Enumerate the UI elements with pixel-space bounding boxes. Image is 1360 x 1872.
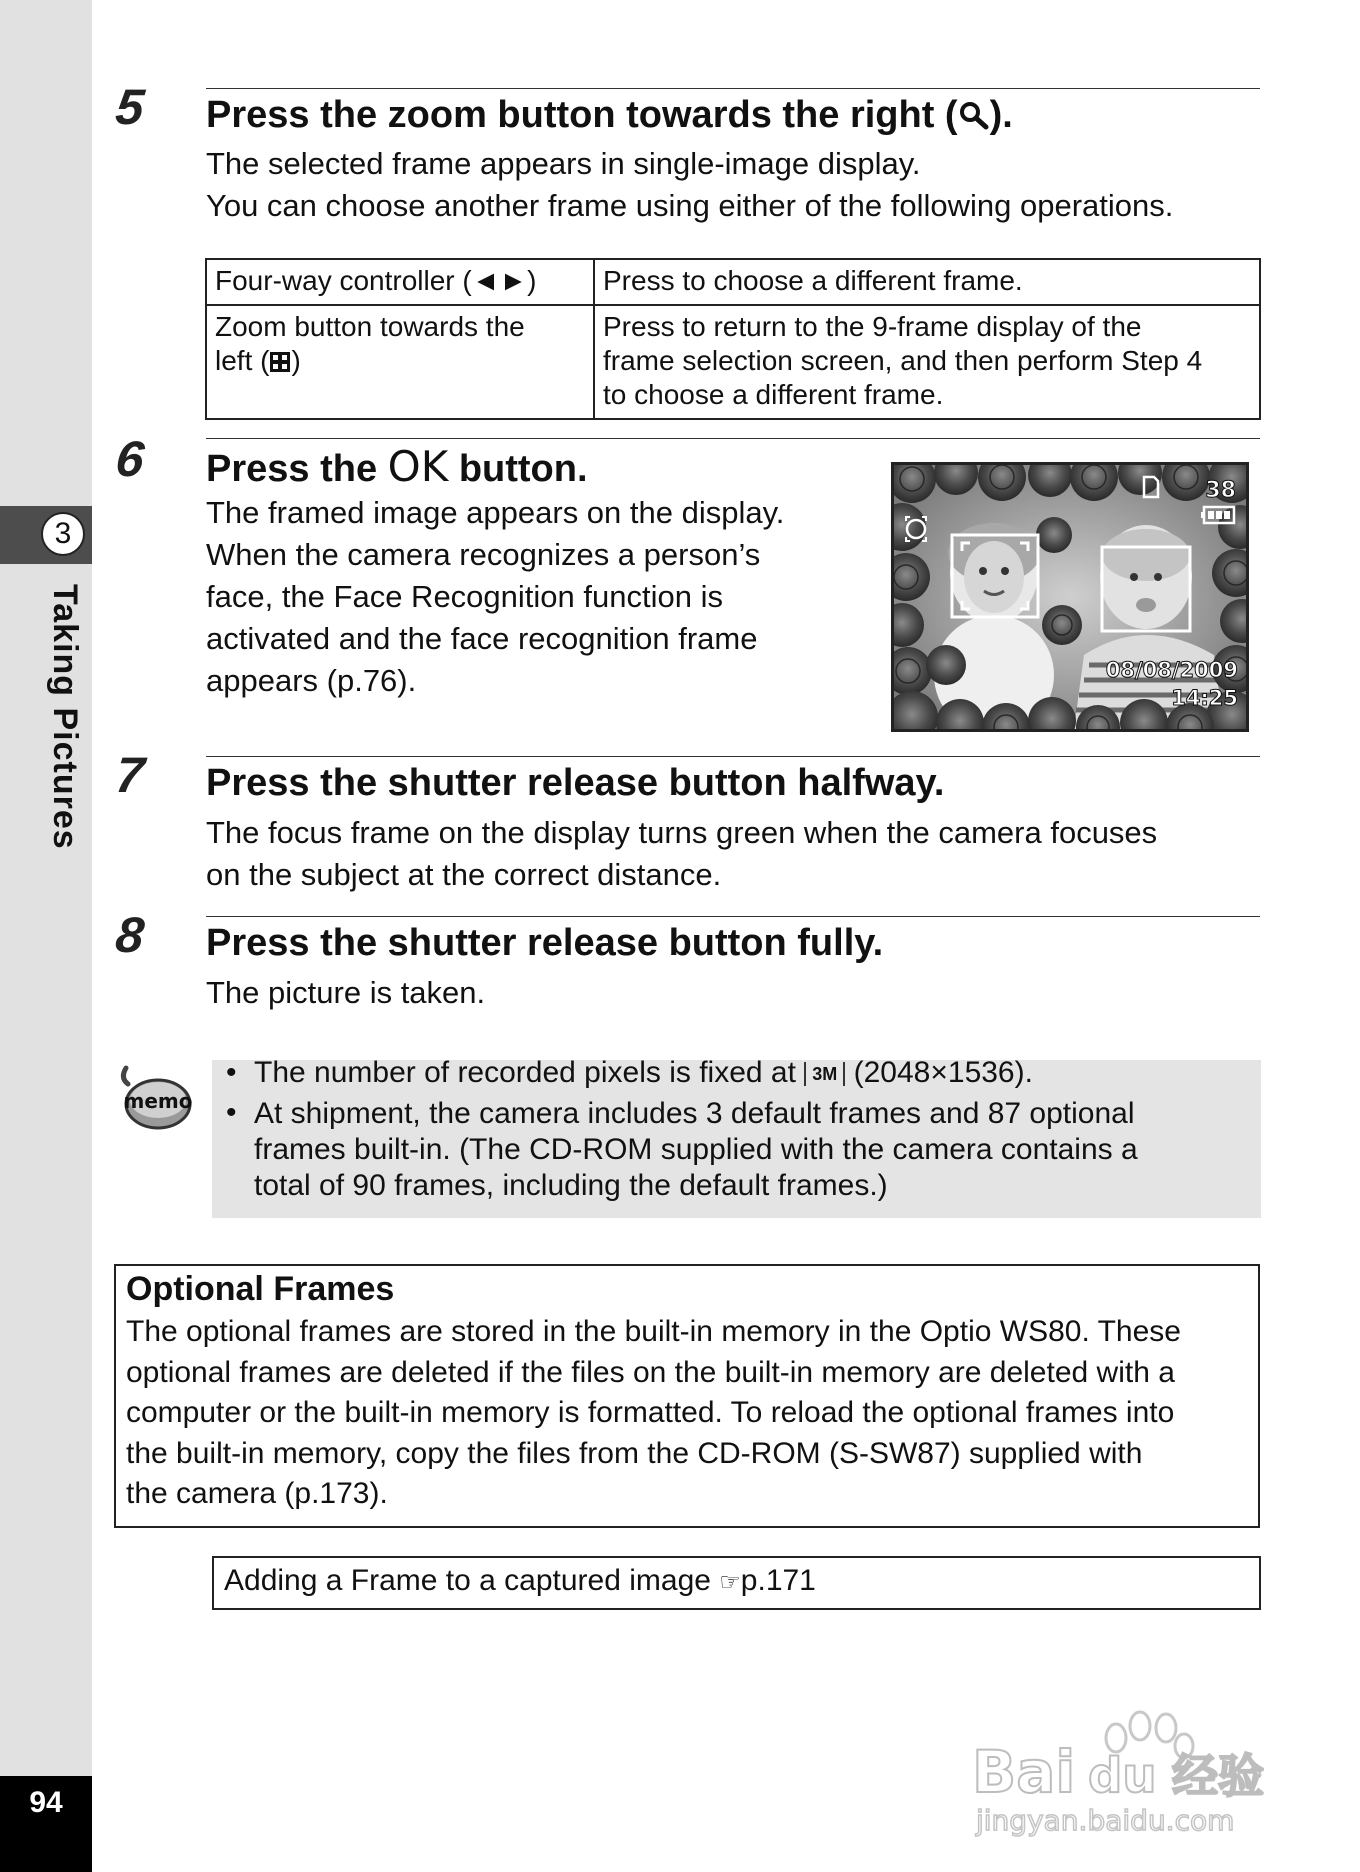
ok-button-glyph: OK [387,442,449,491]
step-7-description: The focus frame on the display turns green when the camera focuses on the subject at the correct distance. [206,815,1158,892]
svg-text:jingyan.baidu.com: jingyan.baidu.com [976,1804,1235,1837]
framed-photo-illustration [894,465,1246,729]
svg-text:经验: 经验 [1172,1749,1264,1803]
display-date: 08/08/2009 [1105,658,1238,682]
pointing-hand-icon: ☞ [719,1568,741,1596]
table-cell: Four-way controller (◄►) [206,259,594,305]
bullet: • [226,1056,237,1089]
display-time: 14:25 [1171,686,1238,710]
step-6-rule [206,438,1260,439]
page-number: 94 [29,1786,63,1819]
chapter-sidebar [0,0,92,1872]
step-8-description: The picture is taken. [206,975,486,1010]
reference-page[interactable]: p.171 [740,1564,816,1597]
step-8-number: 8 [113,907,147,963]
zoom-in-magnifier-icon [958,100,990,130]
step-5-number: 5 [113,79,147,135]
reference-link[interactable]: Adding a Frame to a captured image ☞p.171 [224,1564,816,1597]
shots-remaining: 38 [1205,478,1236,503]
step-5-rule [206,88,1260,89]
step-5-description: The selected frame appears in single-image display. You can choose another frame using either of the following operations. [206,146,1174,223]
step-5-title: Press the zoom button towards the right ( ). [206,94,1013,136]
thumbnail-grid-icon [269,351,291,373]
step-6-title: Press the OK button. [206,442,588,491]
step-7-title: Press the shutter release button halfway. [206,762,945,804]
step-8-rule [206,916,1260,917]
memo-item-2: At shipment, the camera includes 3 default frames and 87 optional frames built-in. (The CD-ROM supplied with the camera contains a total of 90 frames, including the default frames.) [254,1097,1138,1202]
table-row [206,259,1260,305]
optional-frames-title: Optional Frames [126,1270,395,1308]
optional-frames-text: The optional frames are stored in the built-in memory in the Optio WS80. These optional frames are deleted if the files on the built-in memory are deleted with a computer or the built-in memory is formatted. To reload the optional frames into the built-in memory, copy the files from the CD-ROM (S-SW87) supplied with the camera (p.173). [126,1315,1181,1510]
step-7-rule [206,756,1260,757]
chapter-title: Taking Pictures [46,584,84,850]
svg-text:du: du [1088,1748,1157,1804]
operations-table [205,258,1261,420]
step-8-title: Press the shutter release button fully. [206,922,884,964]
table-cell: Zoom button towards the left ( ) [206,305,594,419]
svg-text:memo: memo [123,1089,192,1113]
chapter-number: 3 [41,512,85,556]
svg-text:Bai: Bai [972,1738,1076,1806]
memo-icon [118,1064,192,1134]
step-6-number: 6 [113,431,147,487]
step-6-description: The framed image appears on the display. When the camera recognizes a person’s face, the Face Recognition function is activated and the face recognition frame appears (p.76). [206,495,785,698]
table-cell: Press to return to the 9-frame display of the frame selection screen, and then perform Step 4 to choose a different frame. [594,305,1260,419]
camera-display-photo [891,462,1249,732]
bullet: • [226,1096,237,1129]
memo-item-1: The number of recorded pixels is fixed at 3M (2048×1536). [254,1056,1033,1089]
step-7-number: 7 [113,747,147,803]
baidu-watermark [972,1704,1302,1844]
table-cell: Press to choose a different frame. [594,259,1260,305]
recorded-pixels-badge: 3M [804,1062,845,1086]
table-row [206,305,1260,419]
